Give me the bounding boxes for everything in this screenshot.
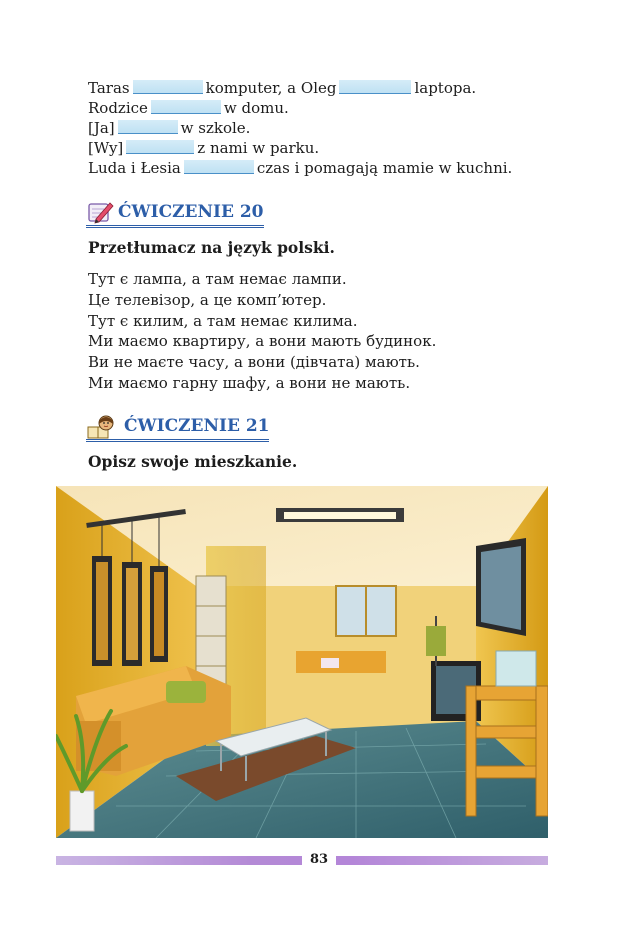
answer-blank[interactable] <box>184 160 254 174</box>
translation-sentence: Ви не маєте часу, а вони (дівчата) мають. <box>88 353 420 372</box>
answer-blank[interactable] <box>339 80 411 94</box>
exercise-21-title: ĆWICZENIE 21 <box>124 416 270 436</box>
sentence-fragment: Taras <box>88 79 130 97</box>
sentence-fragment: w szkole. <box>180 119 251 137</box>
translation-sentence: Ми маємо квартиру, а вони мають будинок. <box>88 332 437 351</box>
answer-blank[interactable] <box>118 120 178 134</box>
sentence-fragment: z nami w parku. <box>197 139 320 157</box>
fill-in-sentence <box>88 158 512 178</box>
sentence-fragment: [Wy] <box>88 139 124 157</box>
sentence-fragment: komputer, a Oleg <box>205 79 337 97</box>
pencil-note-icon <box>86 200 114 226</box>
sentence-fragment: Luda i Łesia <box>88 159 181 177</box>
answer-blank[interactable] <box>133 80 203 94</box>
fill-in-sentence <box>88 118 250 138</box>
exercise-20-underline <box>86 225 264 228</box>
reading-child-icon <box>86 414 116 440</box>
sentence-fragment: laptopa. <box>414 79 477 97</box>
exercise-20-heading <box>86 200 266 228</box>
exercise-21-instruction: Opisz swoje mieszkanie. <box>88 452 298 471</box>
translation-sentence: Ми маємо гарну шафу, а вони не мають. <box>88 373 411 392</box>
fill-in-sentence <box>88 78 476 98</box>
exercise-20-instruction: Przetłumacz na język polski. <box>88 238 335 257</box>
exercise-21-underline <box>86 439 269 442</box>
translation-sentence: Тут є килим, а там немає килима. <box>88 311 358 330</box>
exercise-21-heading <box>86 414 270 442</box>
fill-in-sentence <box>88 138 319 158</box>
translation-sentence: Тут є лампа, а там немає лампи. <box>88 270 347 288</box>
fill-in-sentence <box>88 98 289 118</box>
sentence-fragment: czas i pomagają mamie w kuchni. <box>256 159 513 177</box>
sentence-fragment: Rodzice <box>88 99 148 117</box>
sentence-fragment: [Ja] <box>88 119 115 137</box>
apartment-illustration <box>56 486 548 838</box>
answer-blank[interactable] <box>126 140 194 154</box>
exercise-20-title: ĆWICZENIE 20 <box>118 202 264 222</box>
exercise-20-sentences <box>88 269 436 394</box>
page-number: 83 <box>0 852 638 867</box>
living-room-picture <box>56 486 548 838</box>
translation-sentence: Це телевізор, а це комп’ютер. <box>88 290 327 309</box>
sentence-fragment: w domu. <box>223 99 289 117</box>
answer-blank[interactable] <box>151 100 221 114</box>
